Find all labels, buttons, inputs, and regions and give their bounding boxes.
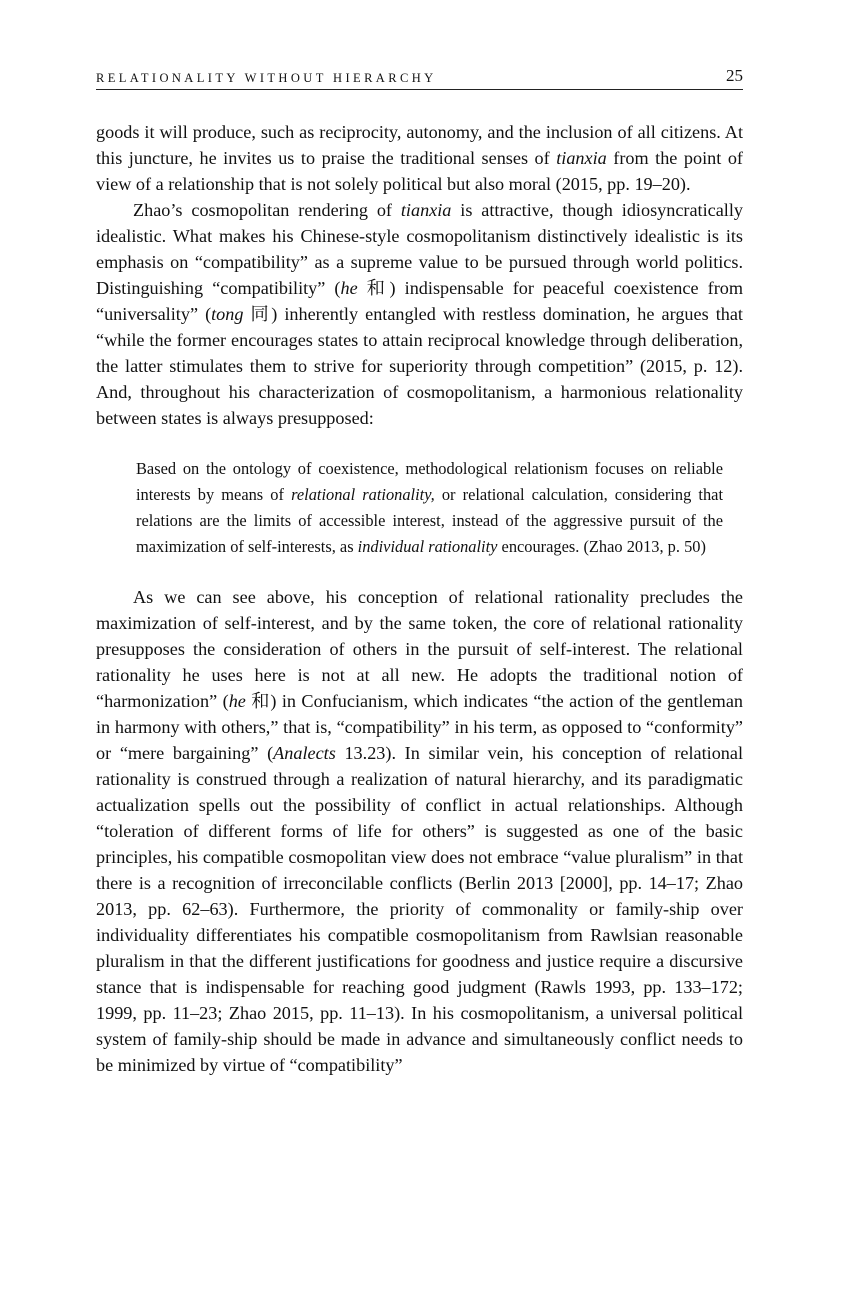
paragraph-1: goods it will produce, such as reciprocity, autonomy, and the inclusion of all citizens. At this juncture, he invites us to praise the traditional senses of tianxia from the point of view of a relationship that is not solely political but also moral (2015, pp. 19–20).	[96, 122, 743, 194]
italic-term: tianxia	[400, 200, 452, 220]
italic-term: tianxia	[556, 148, 607, 168]
italic-term: he	[340, 278, 358, 298]
paragraph-2: Zhao’s cosmopolitan rendering of tianxia is attractive, though idiosyncratically idealistic. What makes his Chinese-style cosmopolitanism distinctively idealistic is its emphasis on “compatibility” as a supreme value to be pursued through world politics. Distinguishing “compatibility” (he 和) indispensable for peaceful coexistence from “universality” (tong 同) inherently entangled with restless domination, he argues that “while the former encourages states to attain reciprocal knowledge through deliberation, the latter stimulates them to strive for superiority through competition” (2015, p. 12). And, throughout his characterization of cosmopolitanism, a harmonious relationality between states is always presupposed:	[96, 200, 743, 428]
italic-term: Analects	[273, 743, 336, 763]
italic-term: he	[228, 691, 246, 711]
page-body	[96, 119, 743, 1078]
italic-term: relational rationality,	[291, 485, 435, 504]
page-header	[96, 60, 743, 90]
italic-term: individual rationality	[357, 537, 498, 556]
page-number: 25	[726, 66, 743, 85]
italic-term: tong	[211, 304, 244, 324]
paragraph-3: As we can see above, his conception of relational rationality precludes the maximization of self-interest, and by the same token, the core of relational rationality presupposes the consideration of others in the pursuit of self-interest. The relational rationality he uses here is not at all new. He adopts the traditional notion of “harmonization” (he 和) in Confucianism, which indicates “the action of the gentleman in harmony with others,” that is, “compatibility” in his term, as opposed to “conformity” or “mere bargaining” (Analects 13.23). In similar vein, his conception of relational rationality is construed through a realization of natural hierarchy, and its paradigmatic actualization spells out the possibility of conflict in actual relationships. Although “toleration of different forms of life for others” is suggested as one of the basic principles, his compatible cosmopolitan view does not embrace “value pluralism” in that there is a recognition of irreconcilable conflicts (Berlin 2013 [2000], pp. 14–17; Zhao 2013, pp. 62–63). Furthermore, the priority of commonality or family-ship over individuality differentiates his compatible cosmopolitanism from Rawlsian reasonable pluralism in that the different justifications for goodness and justice require a discursive stance that is indispensable for reaching good judgment (Rawls 1993, pp. 133–172; 1999, pp. 11–23; Zhao 2015, pp. 11–13). In his cosmopolitanism, a universal political system of family-ship should be made in advance and simultaneously conflict needs to be minimized by virtue of “compatibility”	[96, 587, 744, 1075]
block-quote: Based on the ontology of coexistence, methodological relationism focuses on reliable interests by means of relational rationality, or relational calculation, considering that relations are the limits of accessible interest, instead of the aggressive pursuit of the maximization of self-interests, as individual rationality encourages. (Zhao 2013, p. 50)	[136, 459, 723, 556]
running-head: RELATIONALITY WITHOUT HIERARCHY	[96, 71, 437, 85]
book-page	[96, 60, 743, 1078]
